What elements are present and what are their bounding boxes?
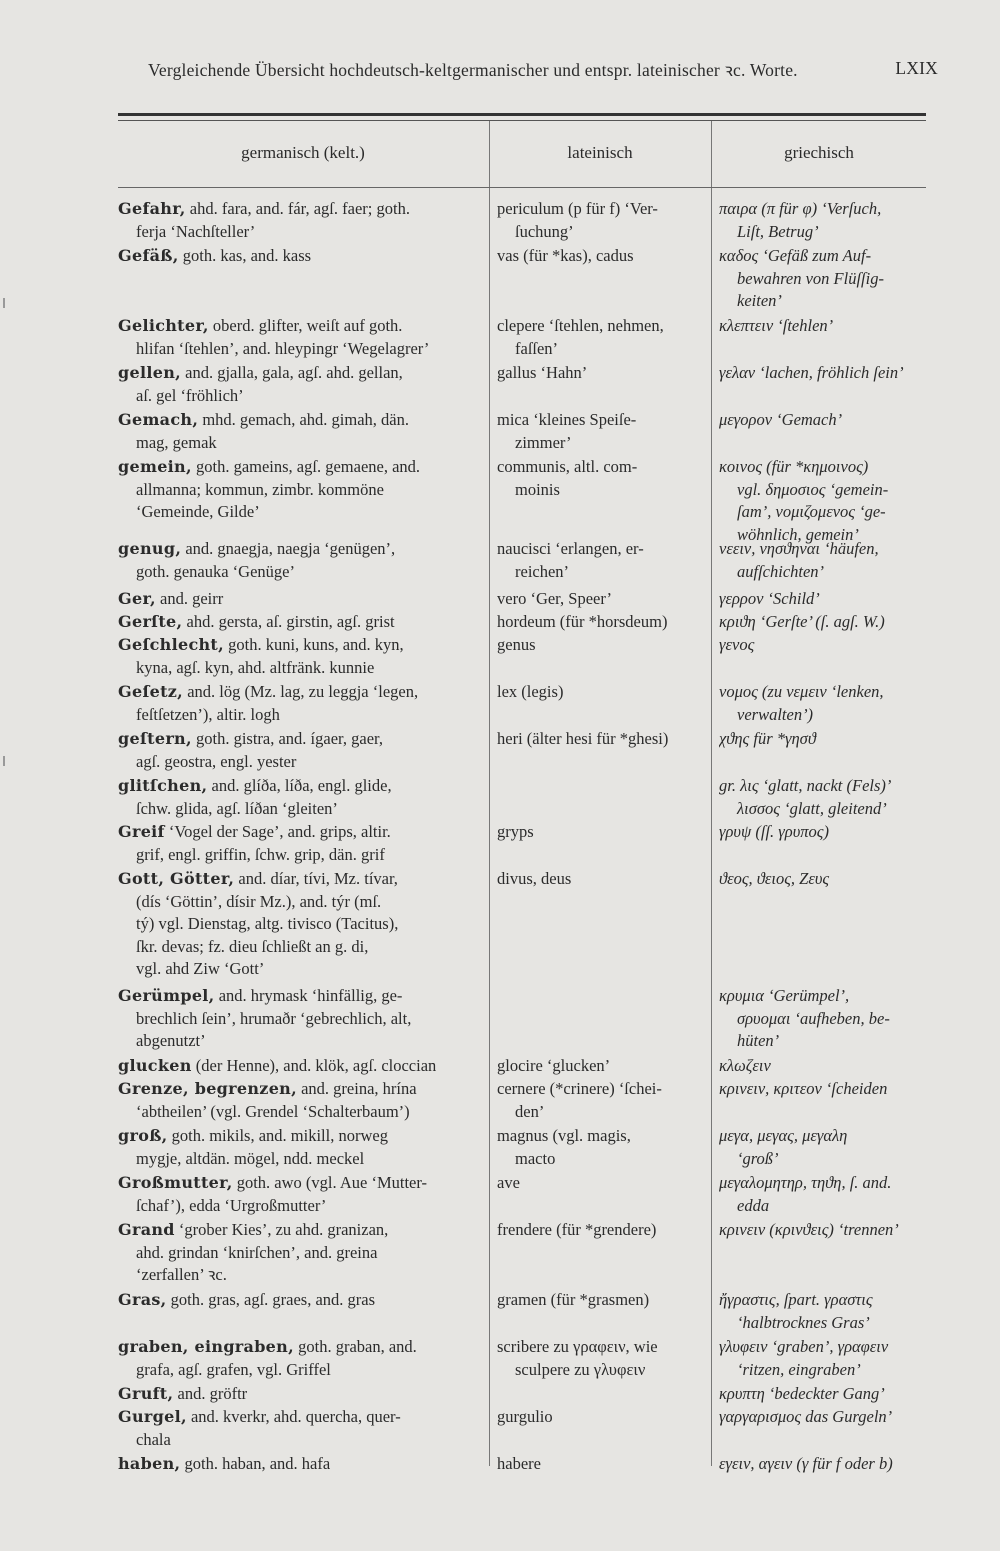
entry-line: Grand ‘grober Kies’, zu ahd. granizan, xyxy=(118,1220,389,1239)
entry-line: Gerſte, ahd. gersta, aſ. girstin, agſ. grist xyxy=(118,612,395,631)
greek-cell xyxy=(719,634,931,659)
entry-line: ‘zerfallen’ ꝛc. xyxy=(136,1265,227,1285)
entry-line: allmanna; kommun, zimbr. kommöne xyxy=(136,479,384,499)
germanic-cell xyxy=(118,634,486,681)
latin-cell xyxy=(497,611,709,636)
entry-line: brechlich ſein’, hrumaðr ‘gebrechlich, alt, xyxy=(136,1008,412,1028)
entry-line: γερρον ‘Schild’ xyxy=(719,589,820,608)
entry-line: γενος xyxy=(719,635,755,654)
entry-line: ſchaf’), edda ‘Urgroßmutter’ xyxy=(136,1195,327,1215)
germanic-cell xyxy=(118,198,486,245)
greek-cell xyxy=(719,1406,931,1431)
germanic-cell xyxy=(118,728,486,775)
germanic-cell xyxy=(118,611,486,636)
latin-cell xyxy=(497,728,709,753)
entry-lemma: Gruft, xyxy=(118,1384,174,1403)
entry-line: Gott, Götter, and. díar, tívi, Mz. tívar, xyxy=(118,869,398,888)
entry-line: Gurgel, and. kverkr, ahd. quercha, quer- xyxy=(118,1407,401,1426)
page-number: LXIX xyxy=(895,58,938,78)
entry-line: ſkr. devas; fz. dieu ſchließt an g. di, xyxy=(136,936,369,956)
latin-cell xyxy=(497,985,709,1010)
germanic-cell xyxy=(118,588,486,613)
germanic-cell xyxy=(118,868,486,983)
entry-line: gurgulio xyxy=(497,1407,553,1426)
entry-line: ‘ritzen, eingraben’ xyxy=(737,1359,861,1379)
entry-line: genus xyxy=(497,635,536,654)
entry-line: ‘Gemeinde, Gilde’ xyxy=(136,502,260,522)
entry-line: γαργαρισμος das Gurgeln’ xyxy=(719,1407,893,1426)
entry-line: mygje, altdän. mögel, ndd. meckel xyxy=(136,1148,365,1168)
entry-line: gallus ‘Hahn’ xyxy=(497,363,588,382)
entry-lemma: Gras, xyxy=(118,1290,167,1309)
entry-line: Ger, and. geirr xyxy=(118,589,224,608)
margin-mark xyxy=(3,756,5,766)
germanic-cell xyxy=(118,245,486,270)
entry-lemma: Gefäß, xyxy=(118,246,179,265)
entry-line: sculpere zu γλυφειν xyxy=(515,1359,646,1379)
entry-line: κλεπτειν ‘ſtehlen’ xyxy=(719,316,834,335)
entry-line: periculum (p für f) ‘Ver- xyxy=(497,199,658,218)
entry-line: communis, altl. com- xyxy=(497,457,638,476)
greek-cell xyxy=(719,1055,931,1080)
entry-line: κρυπτη ‘bedeckter Gang’ xyxy=(719,1384,885,1403)
entry-lemma: haben, xyxy=(118,1454,181,1473)
entry-line: Gefäß, goth. kas, and. kass xyxy=(118,246,312,265)
entry-line: κριϑη ‘Gerſte’ (ſ. agſ. W.) xyxy=(719,612,885,631)
entry-line: Liſt, Betrug’ xyxy=(737,221,819,241)
greek-cell xyxy=(719,588,931,613)
germanic-cell xyxy=(118,985,486,1055)
greek-cell xyxy=(719,538,931,585)
entry-line: (dís ‘Göttin’, dísir Mz.), and. týr (mſ. xyxy=(136,891,382,911)
latin-cell xyxy=(497,409,709,456)
germanic-cell xyxy=(118,821,486,868)
entry-line: scribere zu γραφειν, wie xyxy=(497,1337,658,1356)
latin-cell xyxy=(497,1078,709,1125)
entry-line: bewahren von Flüſſig- xyxy=(737,268,884,288)
entry-line: γλυφειν ‘graben’, γραφειν xyxy=(719,1337,889,1356)
entry-line: vero ‘Ger, Speer’ xyxy=(497,589,612,608)
entry-line: naucisci ‘erlangen, er- xyxy=(497,539,644,558)
entry-line: Gerümpel, and. hrymask ‘hinfällig, ge- xyxy=(118,986,403,1005)
entry-lemma: graben, eingraben, xyxy=(118,1337,294,1356)
germanic-cell xyxy=(118,1055,486,1080)
entry-line: χϑης für *γησϑ xyxy=(719,729,816,748)
latin-cell xyxy=(497,1289,709,1314)
entry-line: μεγαλομητηρ, τηϑη, ſ. and. xyxy=(719,1173,892,1192)
entry-line: λισσος ‘glatt, gleitend’ xyxy=(737,798,887,818)
entry-line: vgl. ahd Ziw ‘Gott’ xyxy=(136,959,265,979)
entry-line: Gras, goth. gras, agſ. graes, and. gras xyxy=(118,1290,376,1309)
entry-line: ferja ‘Nachſteller’ xyxy=(136,221,256,241)
entry-line: hlifan ‘ſtehlen’, and. hleypingr ‘Wegelagrer’ xyxy=(136,338,430,358)
entry-line: agſ. geostra, engl. yester xyxy=(136,751,297,771)
entry-line: glucken (der Henne), and. klök, agſ. cloccian xyxy=(118,1056,437,1075)
germanic-cell xyxy=(118,1289,486,1314)
greek-cell xyxy=(719,868,931,893)
entry-line: reichen’ xyxy=(515,561,570,581)
entry-line: divus, deus xyxy=(497,869,572,888)
entry-lemma: Geſetz, xyxy=(118,682,184,701)
latin-cell xyxy=(497,681,709,706)
germanic-cell xyxy=(118,456,486,526)
latin-cell xyxy=(497,1055,709,1080)
greek-cell xyxy=(719,1078,931,1103)
entry-line: Greif ‘Vogel der Sage’, and. grips, altir. xyxy=(118,822,391,841)
entry-line: σρυομαι ‘aufheben, be- xyxy=(737,1008,890,1028)
latin-cell xyxy=(497,315,709,362)
entry-lemma: geſtern, xyxy=(118,729,192,748)
latin-cell xyxy=(497,1383,709,1408)
entry-line: goth. genauka ‘Genüge’ xyxy=(136,561,295,581)
greek-cell xyxy=(719,198,931,245)
entry-lemma: Gefahr, xyxy=(118,199,186,218)
entry-line: νεειν, νησϑηναι ‘häufen, xyxy=(719,539,879,558)
entry-line: den’ xyxy=(515,1101,545,1121)
entry-line: ſam’, νομιζομενος ‘ge- xyxy=(737,502,886,522)
entry-line: chala xyxy=(136,1429,171,1449)
entry-line: vas (für *kas), cadus xyxy=(497,246,634,265)
greek-cell xyxy=(719,821,931,846)
column-divider xyxy=(711,121,712,1466)
entry-line: frendere (für *grendere) xyxy=(497,1220,657,1239)
latin-cell xyxy=(497,775,709,800)
entry-line: Gemach, mhd. gemach, ahd. gimah, dän. xyxy=(118,410,409,429)
germanic-cell xyxy=(118,538,486,585)
entry-line: abgenutzt’ xyxy=(136,1031,206,1051)
greek-cell xyxy=(719,409,931,434)
greek-cell xyxy=(719,1383,931,1408)
entry-line: μεγορον ‘Gemach’ xyxy=(719,410,843,429)
germanic-cell xyxy=(118,1336,486,1383)
entry-line: aſ. gel ‘fröhlich’ xyxy=(136,385,244,405)
entry-lemma: Gemach, xyxy=(118,410,199,429)
latin-cell xyxy=(497,1406,709,1431)
entry-line: vgl. δημοσιος ‘gemein- xyxy=(737,479,889,499)
entry-line: κοινος (für *κημοινος) xyxy=(719,457,869,476)
entry-line: κρυμια ‘Gerümpel’, xyxy=(719,986,850,1005)
entry-line: ahd. grindan ‘knirſchen’, and. greina xyxy=(136,1242,378,1262)
column-header-rule xyxy=(118,187,926,188)
greek-cell xyxy=(719,1336,931,1383)
greek-cell xyxy=(719,728,931,753)
germanic-cell xyxy=(118,1078,486,1125)
entry-line: hordeum (für *horsdeum) xyxy=(497,612,668,631)
column-header-greek: griechisch xyxy=(784,143,854,162)
entry-line: Gruft, and. gröftr xyxy=(118,1384,248,1403)
entry-line: gryps xyxy=(497,822,534,841)
entry-lemma: gemein, xyxy=(118,457,192,476)
greek-cell xyxy=(719,1289,931,1336)
entry-line: μεγα, μεγας, μεγαλη xyxy=(719,1126,848,1145)
entry-line: glocire ‘glucken’ xyxy=(497,1056,611,1075)
entry-line: haben, goth. haban, and. hafa xyxy=(118,1454,331,1473)
entry-line: Großmutter, goth. awo (vgl. Aue ‘Mutter- xyxy=(118,1173,428,1192)
entry-lemma: Geſchlecht, xyxy=(118,635,224,654)
entry-line: groß, goth. mikils, and. mikill, norweg xyxy=(118,1126,388,1145)
entry-lemma: Grenze, begrenzen, xyxy=(118,1079,297,1098)
germanic-cell xyxy=(118,681,486,728)
germanic-cell xyxy=(118,315,486,362)
entry-lemma: Greif xyxy=(118,822,165,841)
entry-line: κλωζειν xyxy=(719,1056,771,1075)
entry-lemma: Gurgel, xyxy=(118,1407,187,1426)
latin-cell xyxy=(497,1453,709,1478)
greek-cell xyxy=(719,1125,931,1172)
entry-line: glitſchen, and. glíða, líða, engl. glide, xyxy=(118,776,392,795)
entry-line: καδος ‘Gefäß zum Auf- xyxy=(719,246,872,265)
greek-cell xyxy=(719,456,931,548)
entry-line: grafa, agſ. grafen, vgl. Griffel xyxy=(136,1359,331,1379)
latin-cell xyxy=(497,1172,709,1197)
entry-line: ‘halbtrocknes Gras’ xyxy=(737,1312,870,1332)
germanic-cell xyxy=(118,1383,486,1408)
entry-line: heri (älter hesi für *ghesi) xyxy=(497,729,669,748)
entry-line: gellen, and. gjalla, gala, agſ. ahd. gellan, xyxy=(118,363,403,382)
greek-cell xyxy=(719,775,931,822)
entry-line: ave xyxy=(497,1173,520,1192)
column-header-latin: lateinisch xyxy=(567,143,633,162)
entry-line: moinis xyxy=(515,479,560,499)
entry-line: mag, gemak xyxy=(136,432,217,452)
latin-cell xyxy=(497,588,709,613)
entry-line: tý) vgl. Dienstag, altg. tivisco (Tacitus), xyxy=(136,914,399,934)
header-rule-thin xyxy=(118,120,926,121)
entry-line: κρινειν (κρινϑεις) ‘trennen’ xyxy=(719,1220,899,1239)
latin-cell xyxy=(497,821,709,846)
entry-line: aufſchichten’ xyxy=(737,561,825,581)
latin-cell xyxy=(497,245,709,270)
entry-line: hüten’ xyxy=(737,1031,780,1051)
entry-line: kyna, agſ. kyn, ahd. altfränk. kunnie xyxy=(136,657,375,677)
germanic-cell xyxy=(118,1172,486,1219)
entry-line: clepere ‘ſtehlen, nehmen, xyxy=(497,316,664,335)
entry-lemma: Gerſte, xyxy=(118,612,183,631)
greek-cell xyxy=(719,681,931,728)
entry-line: γελαν ‘lachen, fröhlich ſein’ xyxy=(719,363,904,382)
germanic-cell xyxy=(118,362,486,409)
entry-line: Gelichter, oberd. glifter, weiſt auf goth. xyxy=(118,316,403,335)
entry-line: Geſetz, and. lög (Mz. lag, zu leggja ‘legen, xyxy=(118,682,419,701)
entry-line: νομος (zu νεμειν ‘lenken, xyxy=(719,682,884,701)
entry-line: ‘abtheilen’ (vgl. Grendel ‘Schalterbaum’) xyxy=(136,1101,410,1121)
margin-mark xyxy=(3,298,5,308)
running-head xyxy=(148,58,938,82)
entry-line: εγειν, αγειν (γ für f oder b) xyxy=(719,1454,893,1473)
entry-line: lex (legis) xyxy=(497,682,564,701)
entry-line: Geſchlecht, goth. kuni, kuns, and. kyn, xyxy=(118,635,404,654)
greek-cell xyxy=(719,1172,931,1219)
latin-cell xyxy=(497,362,709,387)
entry-line: zimmer’ xyxy=(515,432,572,452)
entry-line: κρινειν, κριτεον ‘ſcheiden xyxy=(719,1079,888,1098)
greek-cell xyxy=(719,611,931,636)
germanic-cell xyxy=(118,409,486,456)
entry-line: keiten’ xyxy=(737,291,782,311)
greek-cell xyxy=(719,362,931,387)
germanic-cell xyxy=(118,1219,486,1289)
column-header-germanic: germanisch (kelt.) xyxy=(241,143,365,162)
entry-line: graben, eingraben, goth. graban, and. xyxy=(118,1337,417,1356)
column-divider xyxy=(489,121,490,1466)
entry-line: Grenze, begrenzen, and. greina, hrína xyxy=(118,1079,417,1098)
latin-cell xyxy=(497,868,709,893)
entry-lemma: Gelichter, xyxy=(118,316,209,335)
greek-cell xyxy=(719,1219,931,1244)
entry-lemma: genug, xyxy=(118,539,182,558)
entry-line: gr. λις ‘glatt, nackt (Fels)’ xyxy=(719,776,892,795)
entry-line: verwalten’) xyxy=(737,704,814,724)
entry-line: cernere (*crinere) ‘ſchei- xyxy=(497,1079,662,1098)
entry-lemma: Gerümpel, xyxy=(118,986,215,1005)
entry-line: Gefahr, ahd. fara, and. fár, agſ. faer; goth. xyxy=(118,199,410,218)
entry-line: macto xyxy=(515,1148,556,1168)
entry-lemma: Grand xyxy=(118,1220,175,1239)
entry-line: wöhnlich, gemein’ xyxy=(737,524,859,544)
running-title: Vergleichende Übersicht hochdeutsch-keltgermanischer und entspr. lateinischer ꝛc. Worte. xyxy=(148,60,798,80)
entry-lemma: Gott, Götter, xyxy=(118,869,235,888)
latin-cell xyxy=(497,1336,709,1383)
latin-cell xyxy=(497,1219,709,1244)
entry-line: gemein, goth. gameins, agſ. gemaene, and. xyxy=(118,457,421,476)
germanic-cell xyxy=(118,1406,486,1453)
entry-lemma: glitſchen, xyxy=(118,776,208,795)
entry-line: feſtſetzen’), altir. logh xyxy=(136,704,280,724)
greek-cell xyxy=(719,985,931,1055)
germanic-cell xyxy=(118,1125,486,1172)
entry-line: edda xyxy=(737,1195,770,1215)
entry-lemma: Großmutter, xyxy=(118,1173,233,1192)
entry-line: ϑεος, ϑειος, Ζευς xyxy=(719,869,830,888)
greek-cell xyxy=(719,315,931,340)
entry-line: παιρα (π für φ) ‘Verſuch, xyxy=(719,199,882,218)
entry-line: faſſen’ xyxy=(515,338,559,358)
greek-cell xyxy=(719,1453,931,1478)
entry-line: ſuchung’ xyxy=(515,221,574,241)
entry-line: grif, engl. griffin, ſchw. grip, dän. grif xyxy=(136,844,385,864)
entry-lemma: glucken xyxy=(118,1056,192,1075)
entry-line: gramen (für *grasmen) xyxy=(497,1290,650,1309)
header-rule-thick xyxy=(118,113,926,116)
entry-lemma: gellen, xyxy=(118,363,182,382)
latin-cell xyxy=(497,456,709,503)
germanic-cell xyxy=(118,775,486,822)
latin-cell xyxy=(497,198,709,245)
entry-line: mica ‘kleines Speiſe- xyxy=(497,410,637,429)
entry-line: γρυψ (ſſ. γρυπος) xyxy=(719,822,829,841)
germanic-cell xyxy=(118,1453,486,1478)
entry-line: habere xyxy=(497,1454,541,1473)
entry-line: magnus (vgl. magis, xyxy=(497,1126,631,1145)
latin-cell xyxy=(497,1125,709,1172)
entry-line: ‘groß’ xyxy=(737,1148,779,1168)
latin-cell xyxy=(497,538,709,585)
entry-line: geſtern, goth. gistra, and. ígaer, gaer, xyxy=(118,729,383,748)
entry-lemma: Ger, xyxy=(118,589,156,608)
entry-line: ſchw. glida, agſ. líðan ‘gleiten’ xyxy=(136,798,338,818)
entry-line: genug, and. gnaegja, naegja ‘genügen’, xyxy=(118,539,396,558)
entry-lemma: groß, xyxy=(118,1126,168,1145)
latin-cell xyxy=(497,634,709,659)
entry-line: ἤγραστις, ſpart. γραστις xyxy=(719,1290,873,1309)
greek-cell xyxy=(719,245,931,315)
